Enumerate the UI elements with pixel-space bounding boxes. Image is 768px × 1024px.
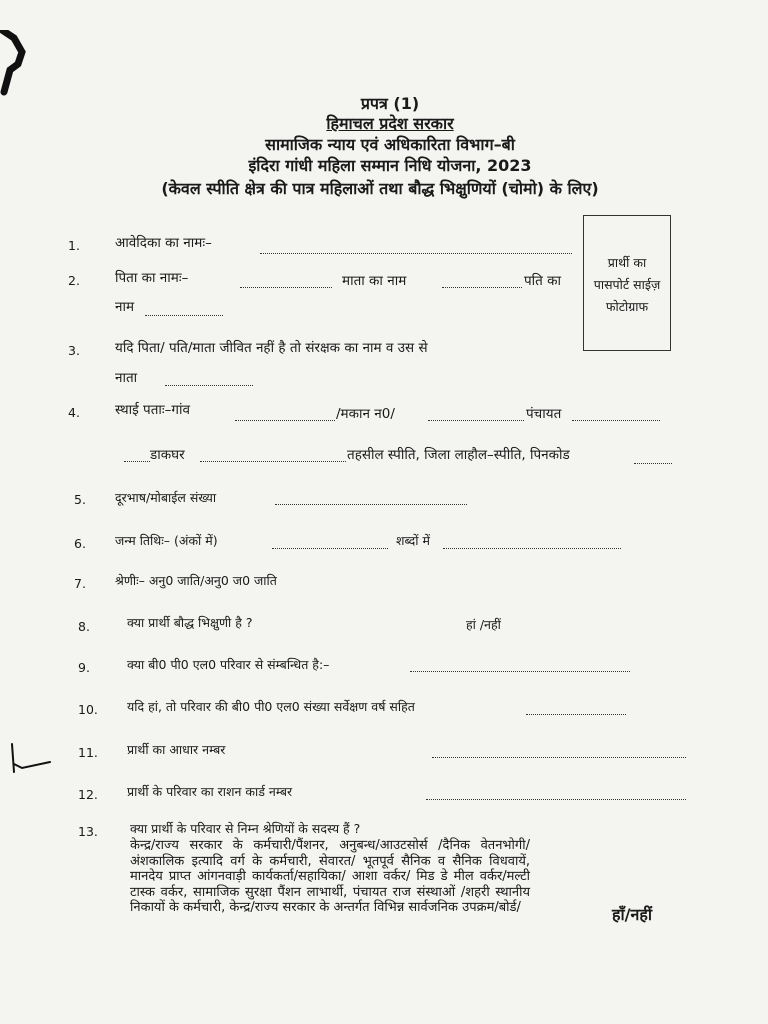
- photo-box-line: प्रार्थी का: [607, 255, 647, 270]
- aadhaar-field[interactable]: [432, 756, 686, 758]
- tehsil-district-label: तहसील स्पीति, जिला लाहौल–स्पीति, पिनकोड: [347, 447, 570, 463]
- village-label: स्थाई पताः–गांव: [115, 402, 190, 418]
- village-field[interactable]: [235, 419, 335, 421]
- husband-name-label-cont: नाम: [115, 299, 135, 315]
- ration-card-field[interactable]: [426, 798, 686, 800]
- field-number: 2.: [68, 273, 80, 288]
- guardian-field[interactable]: [165, 384, 253, 386]
- bpl-field[interactable]: [410, 670, 630, 672]
- buddhist-nun-yes-no[interactable]: हां /नहीं: [466, 617, 501, 632]
- dob-digits-label: जन्म तिथिः– (अंकों में): [115, 533, 218, 548]
- pincode-field[interactable]: [634, 462, 672, 464]
- husband-name-label: पति का: [524, 273, 562, 289]
- department-title: सामाजिक न्याय एवं अधिकारिता विभाग–बी: [265, 135, 515, 154]
- dob-digits-field[interactable]: [272, 547, 388, 549]
- father-name-field[interactable]: [240, 286, 332, 288]
- photo-box-line: फोटोग्राफ: [605, 299, 649, 314]
- house-no-field[interactable]: [428, 419, 524, 421]
- field-number: 10.: [78, 702, 98, 717]
- bpl-number-field[interactable]: [526, 713, 626, 715]
- government-title: हिमाचल प्रदेश सरकार: [326, 114, 454, 133]
- ration-card-label: प्रार्थी के परिवार का राशन कार्ड नम्बर: [127, 784, 293, 799]
- field-number: 1.: [68, 238, 80, 253]
- photo-box-line: पासपोर्ट साईज़: [593, 277, 661, 292]
- guardian-relation-label: नाता: [115, 370, 138, 386]
- husband-name-field[interactable]: [145, 314, 223, 316]
- field-number: 3.: [68, 343, 80, 358]
- panchayat-label: पंचायत: [526, 406, 562, 422]
- field-number: 8.: [78, 619, 90, 634]
- category-label: श्रेणीः– अनु0 जाति/अनु0 ज0 जाति: [115, 573, 277, 588]
- field-number: 9.: [78, 660, 90, 675]
- field-number: 13.: [78, 824, 98, 839]
- eligibility-note: (केवल स्पीति क्षेत्र की पात्र महिलाओं तथा बौद्ध भिक्षुणियों (चोमो) के लिए): [161, 179, 599, 198]
- field-number: 12.: [78, 787, 98, 802]
- post-office-field[interactable]: [124, 460, 150, 462]
- scheme-title: इंदिरा गांधी महिला सम्मान निधि योजना, 2023: [248, 156, 532, 175]
- applicant-name-label: आवेदिका का नामः–: [115, 235, 212, 251]
- dob-words-label: शब्दों में: [396, 533, 430, 548]
- house-no-label: /मकान न0/: [336, 406, 395, 422]
- buddhist-nun-question: क्या प्रार्थी बौद्ध भिक्षुणी है ?: [127, 615, 253, 630]
- guardian-label: यदि पिता/ पति/माता जीवित नहीं है तो संरक्षक का नाम व उस से: [115, 340, 428, 356]
- dob-words-field[interactable]: [443, 547, 621, 549]
- field-number: 6.: [74, 536, 86, 551]
- passport-photo-box: [583, 215, 671, 351]
- bpl-question: क्या बी0 पी0 एल0 परिवार से संम्बन्धित है:–: [127, 657, 330, 672]
- field-number: 4.: [68, 405, 80, 420]
- pen-mark-scribble: [0, 30, 30, 100]
- form-number: प्रपत्र (1): [360, 94, 420, 113]
- bpl-number-label: यदि हां, तो परिवार की बी0 पी0 एल0 संख्या सर्वेक्षण वर्ष सहित: [127, 699, 415, 714]
- family-members-categories: केन्द्र/राज्य सरकार के कर्मचारी/पैंशनर, अनुबन्ध/आउटसोर्स /दैनिक वेतनभोगी/ अंशकालिक इत्यादि वर्ग के कर्मचारी, सेवारत/ भूतपूर्व सैनिक व सैनिक विधवायें, मानदेय प्राप्त आंगनवाड़ी कार्यकर्ता/सहायिका/ आशा वर्कर/ मिड डे मील वर्कर/मल्टी टास्क वर्कर, सामाजिक सुरक्षा पैंशन लाभार्थी, पंचायत राज संस्थाओं /शहरी स्थानीय निकायों के कर्मचारी, केन्द्र/राज्य सरकार के अन्तर्गत विभिन्न सार्वजनिक उपक्रम/बोर्ड/: [130, 838, 530, 916]
- phone-label: दूरभाष/मोबाईल संख्या: [115, 490, 217, 505]
- aadhaar-label: प्रार्थी का आधार नम्बर: [127, 742, 226, 757]
- family-members-question: क्या प्रार्थी के परिवार से निम्न श्रेणियों के सदस्य हैं ?: [130, 821, 361, 836]
- field-number: 11.: [78, 745, 98, 760]
- post-office-value-field[interactable]: [200, 460, 346, 462]
- mother-name-field[interactable]: [442, 286, 522, 288]
- field-number: 5.: [74, 492, 86, 507]
- mother-name-label: माता का नाम: [342, 273, 407, 289]
- post-office-label: डाकघर: [150, 447, 185, 463]
- field-number: 7.: [74, 576, 86, 591]
- family-members-yes-no[interactable]: हाँ/नहीं: [612, 905, 653, 924]
- father-name-label: पिता का नामः–: [115, 270, 189, 286]
- panchayat-field[interactable]: [572, 419, 660, 421]
- phone-field[interactable]: [275, 503, 467, 505]
- handwritten-tick-mark: [6, 742, 52, 778]
- applicant-name-field[interactable]: [260, 252, 572, 254]
